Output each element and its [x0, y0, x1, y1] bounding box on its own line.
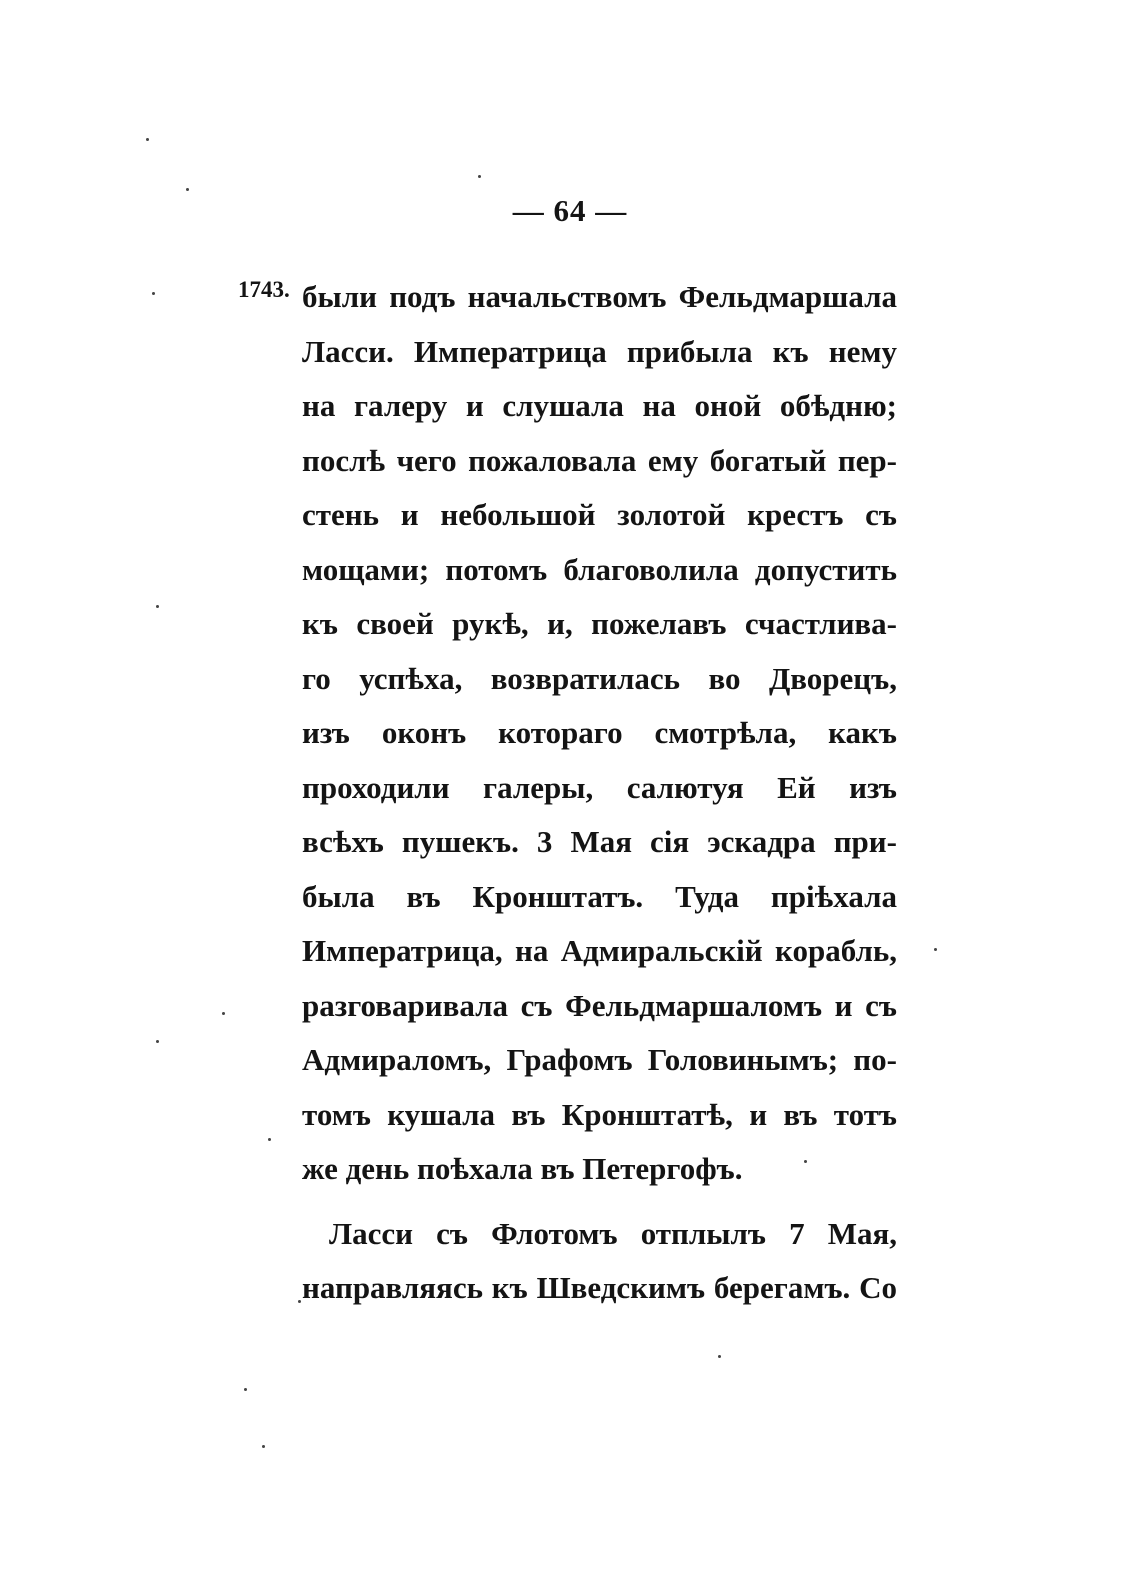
text-line: Ласси. Императрица прибыла къ нему	[302, 333, 897, 369]
paragraph-1	[302, 270, 897, 1197]
text-line: къ своей рукѣ, и, пожелавъ счастлива-	[302, 606, 897, 641]
scan-speck	[934, 948, 937, 951]
text-line: направляясь къ Шведскимъ берегамъ. Со	[302, 1270, 897, 1305]
body-text	[302, 270, 897, 1316]
text-line: мощами; потомъ благоволила допустить	[302, 551, 897, 587]
text-line: стень и небольшой золотой крестъ съ	[302, 497, 897, 532]
paragraph-gap	[302, 1197, 897, 1207]
scan-speck	[146, 138, 149, 141]
text-line: Ласси съ Флотомъ отплылъ 7 Мая,	[329, 1215, 897, 1251]
text-line: были подъ начальствомъ Фельдмаршала	[302, 279, 897, 314]
scan-speck	[186, 188, 189, 191]
text-line: на галеру и слушала на оной обѣдню;	[302, 388, 897, 423]
text-line: была въ Кронштатъ. Туда пріѣхала	[302, 878, 897, 914]
scan-speck	[262, 1445, 265, 1448]
text-line: томъ кушала въ Кронштатѣ, и въ тотъ	[302, 1096, 897, 1132]
scan-speck	[244, 1388, 247, 1391]
text-line: послѣ чего пожаловала ему богатый пер-	[302, 442, 897, 478]
text-line: всѣхъ пушекъ. 3 Мая сія эскадра при-	[302, 824, 897, 859]
scan-speck	[222, 1012, 225, 1015]
text-line: проходили галеры, салютуя Ей изъ	[302, 769, 897, 805]
text-line: го успѣха, возвратилась во Дворецъ,	[302, 660, 897, 696]
text-line: Императрица, на Адмиральскій корабль,	[302, 933, 897, 968]
scan-speck	[156, 1040, 159, 1043]
margin-year-note: 1743.	[238, 277, 290, 302]
scan-speck	[478, 175, 481, 178]
page-number: — 64 —	[512, 193, 628, 228]
text-line: же день поѣхала въ Петергофъ.	[302, 1151, 743, 1186]
scan-speck	[804, 1160, 807, 1163]
text-line: изъ оконъ котораго смотрѣла, какъ	[302, 715, 897, 750]
scan-speck	[156, 605, 159, 608]
scan-speck	[298, 1300, 301, 1303]
text-line: разговаривала съ Фельдмаршаломъ и съ	[302, 987, 897, 1023]
scan-speck	[268, 1138, 271, 1141]
scan-speck	[152, 292, 155, 295]
scan-speck	[718, 1355, 721, 1358]
paragraph-2	[302, 1207, 897, 1316]
text-line: Адмираломъ, Графомъ Головинымъ; по-	[302, 1042, 897, 1077]
